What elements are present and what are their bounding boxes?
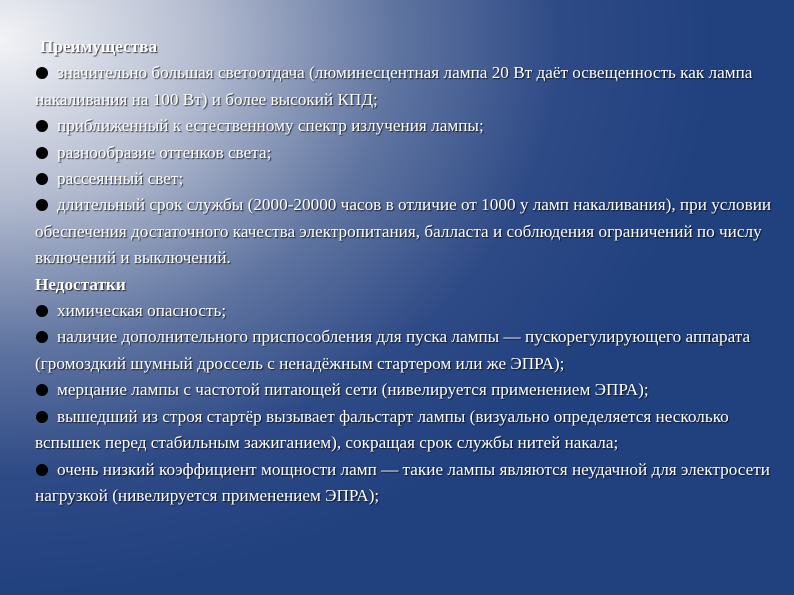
advantages-heading: Преимущества <box>40 37 158 56</box>
advantage-text: длительный срок службы (2000-20000 часов в отличие от 1000 у ламп накаливания), при условии обеспечения достаточного качества электропитания, балласта и соблюдения ограничений по числу включений и выключений. <box>35 195 772 268</box>
disadvantage-text: мерцание лампы с частотой питающей сети (нивелируется применением ЭПРА); <box>57 380 649 400</box>
bullet-icon <box>36 120 48 132</box>
bullet-icon <box>36 305 48 317</box>
bullet-icon <box>36 464 48 476</box>
disadvantage-text: очень низкий коэффициент мощности ламп — такие лампы являются неудачной для электросети нагрузкой (нивелируется применением ЭПРА); <box>35 459 770 505</box>
bullet-icon <box>36 331 48 343</box>
disadvantage-item <box>35 324 775 377</box>
bullet-icon <box>36 67 48 79</box>
bullet-icon <box>36 199 48 211</box>
advantage-text: значительно большая светоотдача (люминесцентная лампа 20 Вт даёт освещенность как лампа накаливания на 100 Вт) и более высокий КПД; <box>35 63 753 109</box>
disadvantage-item <box>35 457 775 510</box>
advantage-text: разнообразие оттенков света; <box>57 142 272 162</box>
advantage-item <box>35 60 775 113</box>
disadvantage-text: химическая опасность; <box>57 301 227 321</box>
slide-content <box>35 34 775 509</box>
bullet-icon <box>36 147 48 159</box>
advantage-item <box>35 140 775 166</box>
bullet-icon <box>36 384 48 396</box>
disadvantage-item <box>35 377 775 403</box>
bullet-icon <box>36 411 48 423</box>
disadvantage-item <box>35 404 775 457</box>
advantage-text: приближенный к естественному спектр излучения лампы; <box>57 116 484 136</box>
disadvantage-text: наличие дополнительного приспособления для пуска лампы — пускорегулирующего аппарата (громоздкий шумный дроссель с ненадёжным стартером или же ЭПРА); <box>35 327 751 373</box>
advantage-item <box>35 192 775 271</box>
disadvantage-item <box>35 298 775 324</box>
advantage-item <box>35 166 775 192</box>
advantage-text: рассеянный свет; <box>57 169 184 189</box>
advantage-item <box>35 113 775 139</box>
disadvantage-text: вышедший из строя стартёр вызывает фальстарт лампы (визуально определяется несколько вспышек перед стабильным зажиганием), сокращая срок службы нитей накала; <box>35 406 729 453</box>
disadvantages-heading: Недостатки <box>35 274 126 294</box>
bullet-icon <box>36 173 48 185</box>
